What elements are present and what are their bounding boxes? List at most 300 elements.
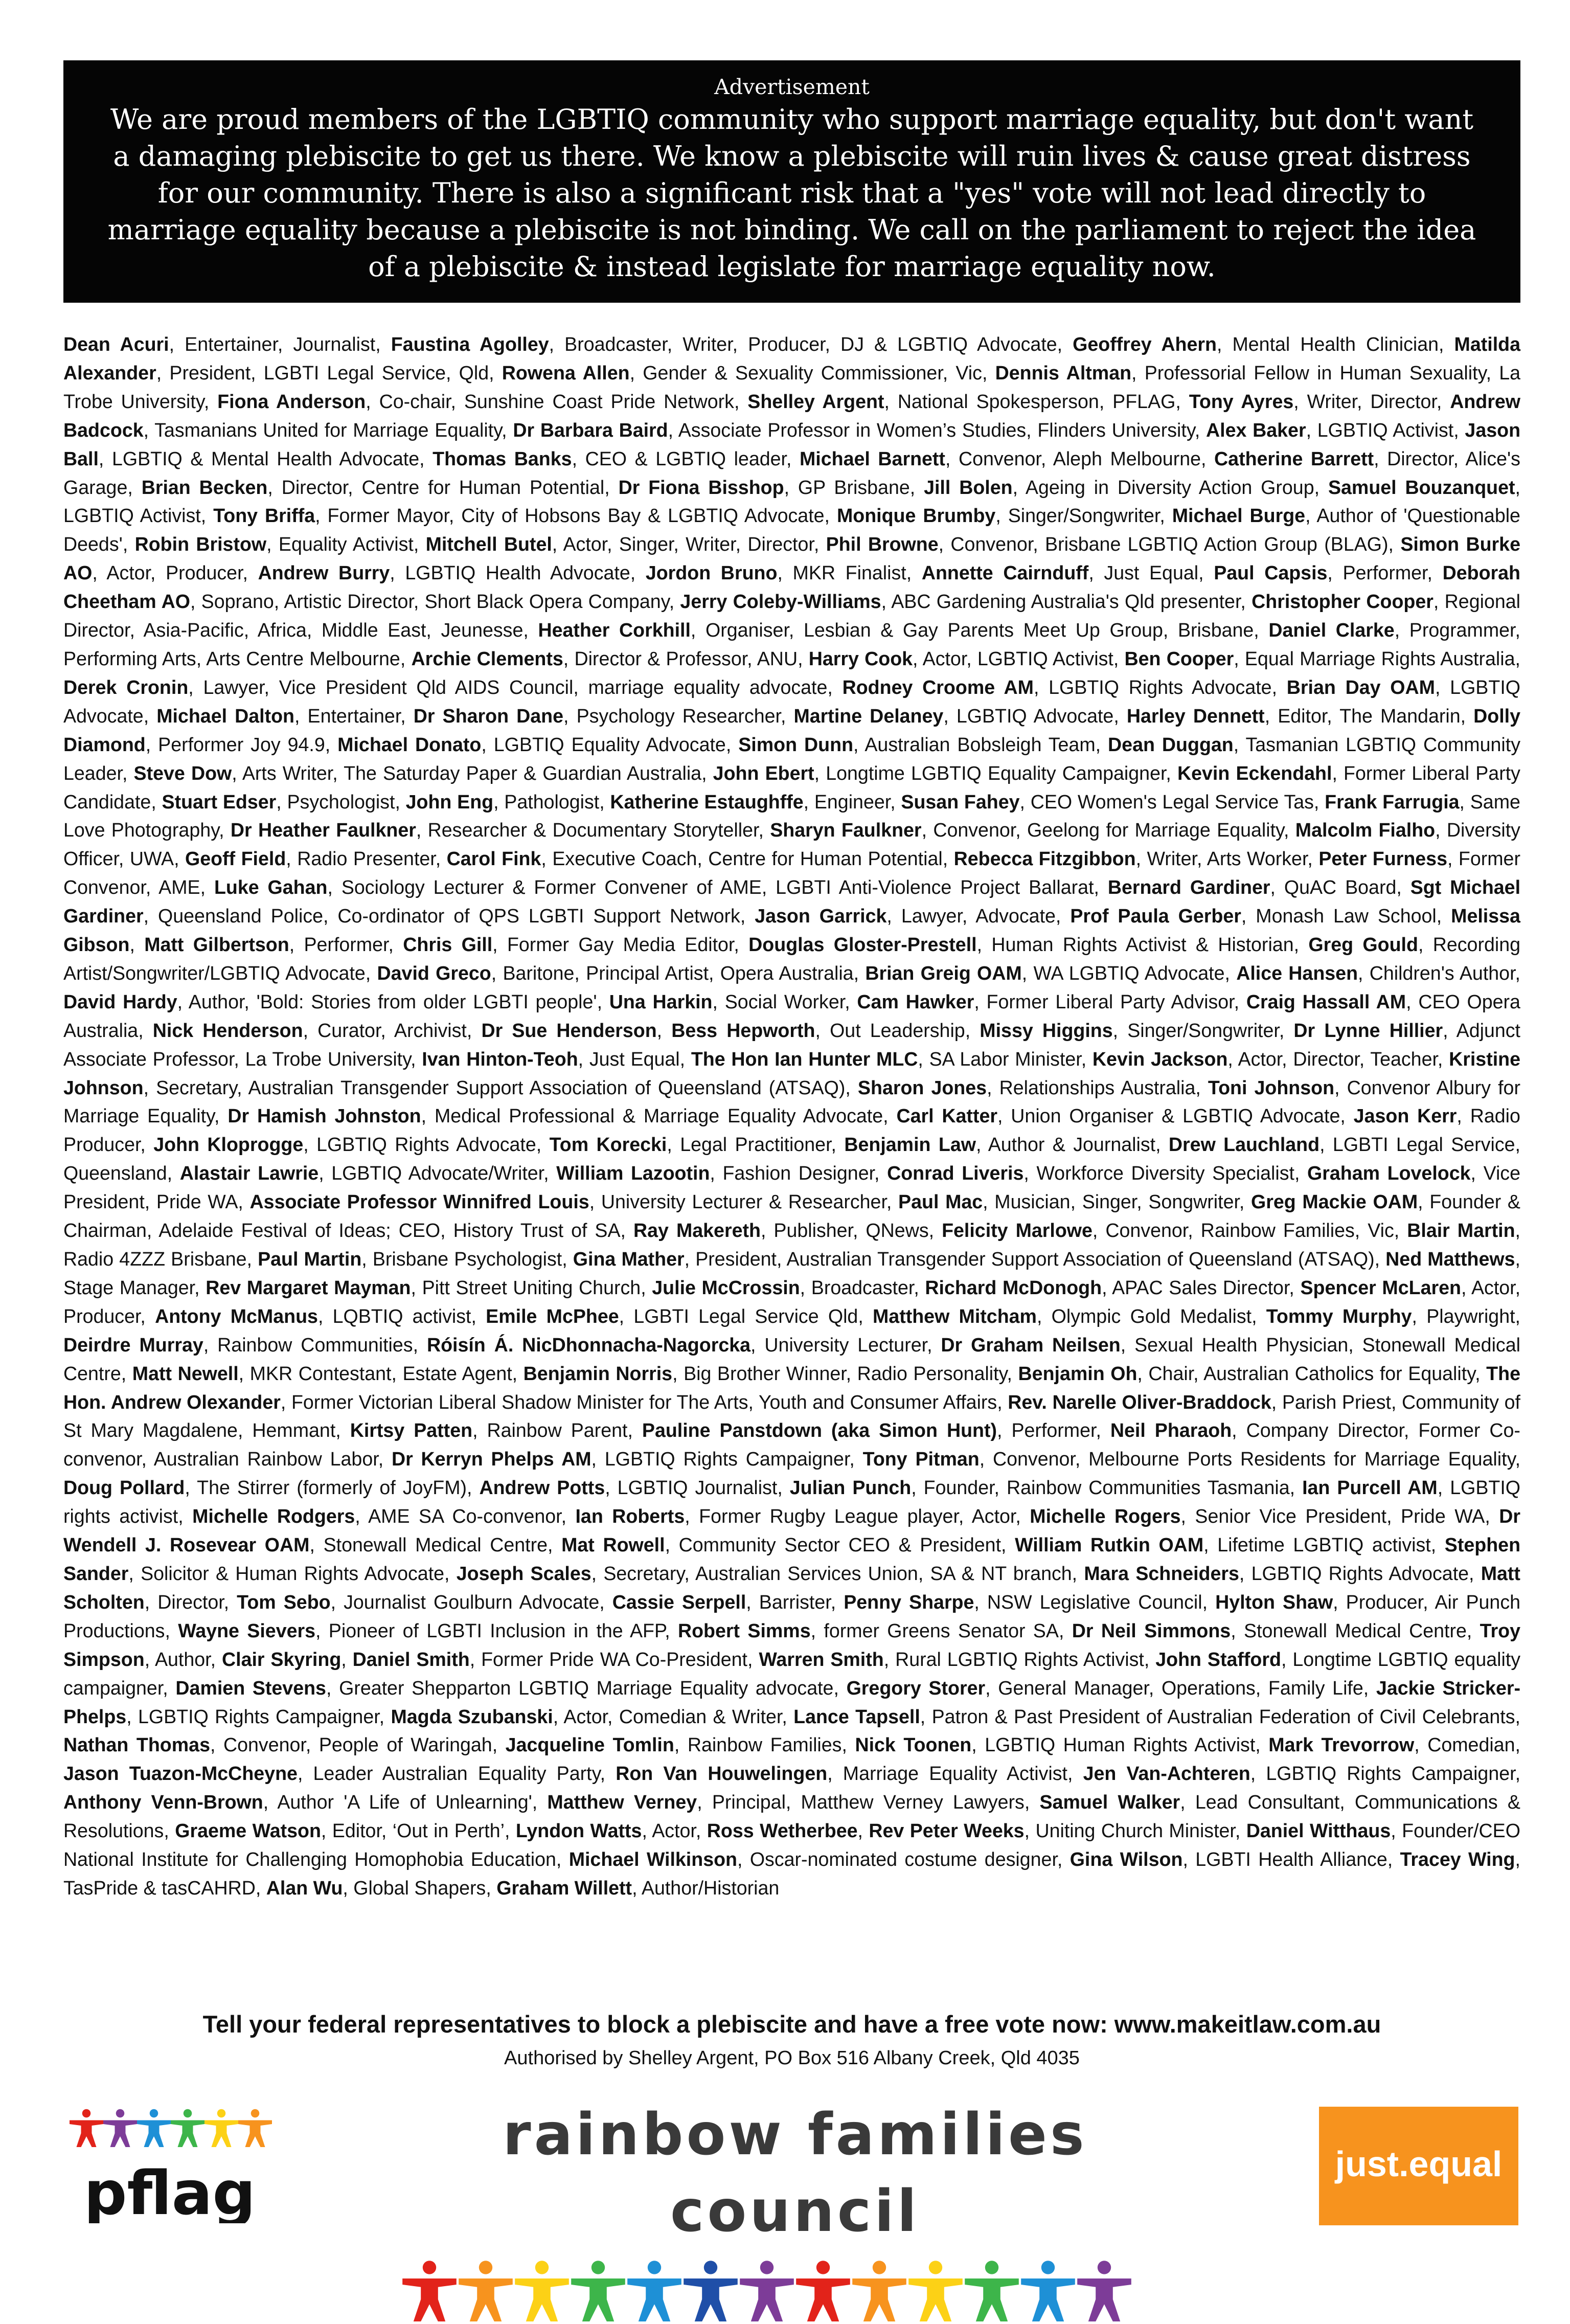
signatory-role: Tasmanian LGBTIQ Community Leader — [63, 733, 1520, 784]
signatory-role: President, LGBTI Legal Service, Qld — [169, 362, 489, 383]
signatory: Rowena Allen, Gender & Sexuality Commissioner, Vic, — [502, 362, 995, 383]
signatory-name: Kristine Johnson — [63, 1048, 1521, 1098]
signatory: Ned Matthews, Stage Manager, — [63, 1248, 1520, 1298]
signatory-role: Company Director, Former Co-convenor, Australian Rainbow Labor — [63, 1419, 1520, 1470]
signatory-role: Lawyer, Vice President Qld AIDS Council, marriage equality advocate — [203, 676, 828, 698]
signatory-role: Convenor, Rainbow Families, Vic — [1105, 1220, 1394, 1242]
signatory-name: Tony Pitman — [862, 1448, 980, 1470]
signatory: Christopher Cooper, Regional Director, Asia-Pacific, Africa, Middle East, Jeunesse, — [63, 591, 1520, 641]
signatory-name: William Lazootin — [556, 1162, 710, 1184]
signatory-role: LGBTIQ Journalist — [617, 1477, 778, 1499]
signatory-role: Author of 'Questionable Deeds' — [63, 505, 1520, 555]
signatory: Tom Korecki, Legal Practitioner, — [549, 1134, 845, 1156]
rainbow-families-council-logo — [389, 2096, 1201, 2250]
signatory: Alastair Lawrie, LGBTIQ Advocate/Writer, — [179, 1162, 557, 1184]
signatory-role: Curator, Archivist — [317, 1019, 467, 1041]
signatory: Ian Purcell AM, LGBTIQ rights activist, — [63, 1477, 1521, 1527]
signatory: Monique Brumby, Singer/Songwriter, — [836, 505, 1172, 527]
signatory-role: CEO Opera Australia — [63, 990, 1520, 1041]
signatory-name: Anthony Venn-Brown — [63, 1791, 263, 1813]
signatory: Matilda Alexander, President, LGBTI Legal Service, Qld, — [63, 333, 1520, 383]
figure-head — [251, 2109, 260, 2118]
signatory-role: Convenor, Geelong for Marriage Equality — [933, 819, 1284, 841]
figure-head — [985, 2261, 998, 2274]
signatory-name: Robert Simms — [677, 1619, 811, 1641]
signatory-name: Douglas Gloster-Prestell — [748, 934, 977, 956]
signatory-name: Heather Corkhill — [538, 619, 691, 641]
signatory-name: Matthew Mitcham — [873, 1305, 1037, 1327]
signatory: Graham Willett, Author/Historian — [496, 1877, 780, 1899]
signatory-name: Felicity Marlowe — [942, 1220, 1093, 1242]
signatory: Luke Gahan, Sociology Lecturer & Former Convener of AME, LGBTI Anti-Violence Project Ballarat, — [214, 876, 1108, 898]
figure-body — [103, 2120, 137, 2148]
figure-head — [1098, 2261, 1111, 2274]
signatory-name: Ross Wetherbee — [707, 1820, 858, 1842]
signatory-name: Tom Korecki — [549, 1134, 667, 1156]
signatory-name: Annette Cairnduff — [921, 562, 1089, 584]
signatory-name: Julian Punch — [789, 1477, 912, 1499]
figure-body — [684, 2278, 738, 2321]
signatory-name: Gregory Storer — [846, 1677, 986, 1699]
signatory-name: Chris Gill — [403, 934, 493, 956]
signatory-name: Benjamin Oh — [1018, 1362, 1137, 1384]
signatory-role: MKR Finalist — [792, 562, 906, 584]
signatory-role: Just Equal — [589, 1048, 680, 1070]
signatory-name: Greg Mackie OAM — [1251, 1191, 1418, 1213]
signatory: Penny Sharpe, NSW Legislative Council, — [844, 1591, 1216, 1613]
figure-body — [137, 2120, 171, 2148]
signatory-role: Editor, ‘Out in Perth’ — [332, 1820, 505, 1842]
signatory: Paul Martin, Brisbane Psychologist, — [258, 1248, 573, 1270]
signatory-name: Cassie Serpell — [612, 1591, 746, 1613]
signatory-role: Soprano, Artistic Director, Short Black Opera Company — [201, 591, 669, 613]
signatory: Geoff Field, Radio Presenter, — [185, 848, 447, 870]
signatory-name: Thomas Banks — [433, 447, 572, 469]
signatory-name: Craig Hassall AM — [1246, 990, 1406, 1012]
signatory: Gregory Storer, General Manager, Operations, Family Life, — [846, 1677, 1376, 1699]
signatory-name: Graeme Watson — [175, 1820, 321, 1842]
signatory-role: Australian Bobsleigh Team — [864, 733, 1096, 755]
signatory-name: Archie Clements — [411, 647, 563, 669]
signatory-role: Singer/Songwriter — [1008, 505, 1160, 527]
signatory-role: Performer Joy 94.9 — [158, 733, 325, 755]
signatory-role: LGBTIQ Health Advocate — [405, 562, 630, 584]
figure-head — [82, 2109, 91, 2118]
signatory-role: Recording Artist/Songwriter/LGBTIQ Advocate — [63, 934, 1521, 984]
signatory-name: Joseph Scales — [456, 1562, 591, 1584]
signatory-role: Former Gay Media Editor — [507, 934, 734, 956]
signatory: Simon Dunn, Australian Bobsleigh Team, — [738, 733, 1108, 755]
signatory: Benjamin Oh, Chair, Australian Catholics for Equality, — [1018, 1362, 1487, 1384]
signatory-role: Chair, Australian Catholics for Equality — [1148, 1362, 1475, 1384]
signatory: Stephen Sander, Solicitor & Human Rights Advocate, — [63, 1534, 1521, 1584]
figure-body — [204, 2120, 238, 2148]
signatory: Malcolm Fialho, Diversity Officer, UWA, — [63, 819, 1520, 870]
signatory: Kirtsy Patten, Rainbow Parent, — [350, 1419, 642, 1441]
signatory-role: Broadcaster, Writer, Producer, DJ & LGBTIQ Advocate — [564, 333, 1057, 355]
signatory-name: Tom Sebo — [237, 1591, 331, 1613]
signatory-role: QuAC Board — [1284, 876, 1397, 898]
signatory: Graeme Watson, Editor, ‘Out in Perth’, — [175, 1820, 516, 1842]
signatory-role: Writer, Arts Worker — [1147, 848, 1308, 870]
signatory-role: Actor — [652, 1820, 696, 1842]
signatory-role: Union Organiser & LGBTIQ Advocate — [1011, 1105, 1340, 1127]
signatory-role: Playwright — [1426, 1305, 1515, 1327]
signatory-name: Daniel Clarke — [1268, 619, 1395, 641]
signatory-role: LGBTIQ Advocate — [956, 705, 1114, 727]
signatory: Kevin Eckendahl, Former Liberal Party Candidate, — [63, 762, 1520, 813]
advertisement-banner — [63, 60, 1520, 303]
signatory-name: Hylton Shaw — [1215, 1591, 1333, 1613]
signatory-name: Michelle Rogers — [1030, 1505, 1181, 1527]
figure-head — [150, 2109, 158, 2118]
signatory-name: John Kloprogge — [153, 1134, 304, 1156]
signatory-role: Broadcaster — [811, 1276, 914, 1298]
signatory-name: Samuel Walker — [1039, 1791, 1180, 1813]
signatory: The Hon. Andrew Olexander, Former Victorian Liberal Shadow Minister for The Arts, Youth and Consumer Affairs, — [63, 1362, 1520, 1413]
signatory-name: Benjamin Norris — [523, 1362, 673, 1384]
figure-body — [515, 2278, 569, 2321]
signatory-role: Author — [154, 1648, 211, 1670]
signatory-role: LGBTIQ Rights Campaigner — [604, 1448, 850, 1470]
signatory: Tony Ayres, Writer, Director, — [1189, 390, 1450, 412]
signatory-name: Rev Margaret Mayman — [206, 1276, 411, 1298]
signatory-role: TasPride & tasCAHRD — [63, 1877, 256, 1899]
signatory-role: Longtime LGBTIQ Equality Campaigner — [826, 762, 1166, 784]
signatory: Kristine Johnson, Secretary, Australian Transgender Support Association of Queensland (ATSAQ), — [63, 1048, 1521, 1098]
signatory-role: Brisbane Psychologist — [372, 1248, 562, 1270]
signatory-name: Monique Brumby — [836, 505, 996, 527]
signatory-name: Graham Lovelock — [1307, 1162, 1471, 1184]
signatory: Matt Scholten, Director, — [63, 1562, 1520, 1613]
figure-head — [535, 2261, 549, 2274]
signatory-name: Sgt Michael Gardiner — [63, 876, 1521, 927]
signatory-name: Peter Furness — [1318, 848, 1447, 870]
signatory: Jason Garrick, Lawyer, Advocate, — [755, 905, 1071, 927]
signatory-role: Fashion Designer — [722, 1162, 875, 1184]
figure-body — [852, 2278, 906, 2321]
signatory-role: Rainbow Communities — [217, 1334, 413, 1356]
figure-body — [965, 2278, 1019, 2321]
signatory-role: LGBTI Legal Service Qld — [633, 1305, 858, 1327]
figure-body — [238, 2120, 272, 2148]
signatory: Brian Becken, Director, Centre for Human Potential, — [141, 476, 619, 498]
signatory-role: Engineer — [814, 791, 891, 813]
signatory: David Hardy, Author, 'Bold: Stories from older LGBTI people', — [63, 990, 609, 1012]
signatory: Jordon Bruno, MKR Finalist, — [645, 562, 922, 584]
signatory-name: Geoffrey Ahern — [1073, 333, 1217, 355]
signatory-name: Michael Barnett — [800, 447, 945, 469]
signatory-role: Former Rugby League player, Actor — [699, 1505, 1016, 1527]
signatory-role: Author/Historian — [641, 1877, 780, 1899]
signatory-role: Entertainer — [307, 705, 401, 727]
signatory-name: Malcolm Fialho — [1295, 819, 1436, 841]
signatory: Mark Trevorrow, Comedian, — [1268, 1734, 1520, 1756]
signatory-name: Luke Gahan — [214, 876, 328, 898]
signatory-name: Nick Henderson — [152, 1019, 303, 1041]
signatory-role: Social Worker — [724, 990, 845, 1012]
authorisation-line: Authorised by Shelley Argent, PO Box 516 Albany Creek, Qld 4035 — [504, 2047, 1080, 2069]
signatory-role: Senior Vice President, Pride WA — [1195, 1505, 1485, 1527]
signatory: Ray Makereth, Publisher, QNews, — [633, 1220, 942, 1242]
signatory-role: Queensland Police, Co-ordinator of QPS LGBTI Support Network — [158, 905, 740, 927]
signatory: Robert Simms, former Greens Senator SA, — [677, 1619, 1072, 1641]
signatory-name: Emile McPhee — [486, 1305, 619, 1327]
signatory-role: former Greens Senator SA — [824, 1619, 1059, 1641]
signatory: Greg Gould, Recording Artist/Songwriter/LGBTIQ Advocate, — [63, 934, 1521, 984]
signatory-name: Steve Dow — [133, 762, 232, 784]
signatory-name: Matthew Verney — [547, 1791, 697, 1813]
signatory-role: Researcher & Documentary Storyteller — [427, 819, 759, 841]
signatory: Ian Roberts, Former Rugby League player, Actor, — [575, 1505, 1030, 1527]
signatory: Alex Baker, LGBTIQ Activist, — [1206, 419, 1465, 441]
signatory-name: Toni Johnson — [1208, 1076, 1335, 1098]
signatory: Stuart Edser, Psychologist, — [162, 791, 406, 813]
signatory: Tony Pitman, Convenor, Melbourne Ports Residents for Marriage Equality, — [862, 1448, 1521, 1470]
signatory-role: LGBTIQ Activist — [63, 505, 201, 527]
signatory: Steve Dow, Arts Writer, The Saturday Paper & Guardian Australia, — [133, 762, 713, 784]
signatory: Rev Peter Weeks, Uniting Church Minister, — [869, 1820, 1246, 1842]
signatory-name: Alan Wu — [266, 1877, 343, 1899]
signatory-name: Carol Fink — [446, 848, 541, 870]
signatory-name: Dr Barbara Baird — [513, 419, 668, 441]
signatory: Geoffrey Ahern, Mental Health Clinician, — [1073, 333, 1454, 355]
signatory: Melissa Gibson, — [63, 905, 1520, 956]
figure-body — [70, 2120, 103, 2148]
signatory-role: Just Equal — [1104, 562, 1199, 584]
signatory-role: Rural LGBTIQ Rights Activist — [895, 1648, 1144, 1670]
signatory-role: LGBTIQ Advocate/Writer — [331, 1162, 544, 1184]
signatory-role: Radio 4ZZZ Brisbane — [63, 1248, 247, 1270]
signatory: Spencer McLaren, Actor, Producer, — [63, 1276, 1521, 1327]
signatory-role: Parish Priest, Community of St Mary Magdalene, Hemmant — [63, 1391, 1520, 1441]
signatory-name: Kevin Eckendahl — [1177, 762, 1332, 784]
signatory-role: Actor, LGBTIQ Activist — [922, 647, 1113, 669]
signatory: Cam Hawker, Former Liberal Party Advisor, — [857, 990, 1246, 1012]
signatory: Doug Pollard, The Stirrer (formerly of JoyFM), — [63, 1477, 480, 1499]
figure-head — [591, 2261, 605, 2274]
signatory-role: Monash Law School — [1256, 905, 1437, 927]
signatory-name: Alice Hansen — [1236, 962, 1358, 984]
signatory: Brian Greig OAM, WA LGBTIQ Advocate, — [865, 962, 1237, 984]
signatory-name: Spencer McLaren — [1300, 1276, 1461, 1298]
signatory: Julie McCrossin, Broadcaster, — [652, 1276, 925, 1298]
signatory-role: Producer, Air Punch Productions — [63, 1591, 1521, 1641]
signatory: William Rutkin OAM, Lifetime LGBTIQ activist, — [1015, 1534, 1445, 1556]
signatory: Daniel Witthaus, Founder/CEO National Institute for Challenging Homophobia Education, — [63, 1820, 1520, 1870]
signatory-role: LGBTIQ & Mental Health Advocate — [111, 447, 420, 469]
signatory-role: Adjunct Associate Professor, La Trobe University — [63, 1019, 1520, 1070]
signatory: Samuel Bouzanquet, LGBTIQ Activist, — [63, 476, 1520, 527]
signatory-name: Dolly Diamond — [63, 705, 1521, 755]
signatory-role: Vice President, Pride WA — [63, 1162, 1520, 1213]
signatory-name: Dr Graham Neilsen — [941, 1334, 1121, 1356]
signatory-name: Dr Fiona Bisshop — [618, 476, 784, 498]
signatory-name: Daniel Witthaus — [1246, 1820, 1391, 1842]
signatory-name: Damien Stevens — [175, 1677, 326, 1699]
signatory-name: Robin Bristow — [134, 533, 267, 555]
figure-body — [402, 2278, 457, 2321]
signatory-name: Andrew Badcock — [63, 390, 1520, 441]
signatory: Dr Graham Neilsen, Sexual Health Physician, Stonewall Medical Centre, — [63, 1334, 1520, 1384]
signatory: Rebecca Fitzgibbon, Writer, Arts Worker, — [953, 848, 1319, 870]
signatory: Conrad Liveris, Workforce Diversity Specialist, — [887, 1162, 1308, 1184]
signatory-name: Prof Paula Gerber — [1070, 905, 1241, 927]
signatory-name: Mark Trevorrow — [1268, 1734, 1415, 1756]
signatory-role: Author 'A Life of Unlearning' — [277, 1791, 532, 1813]
signatory-name: Paul Capsis — [1214, 562, 1328, 584]
signatory-role: Relationships Australia — [999, 1076, 1196, 1098]
signatory: Tommy Murphy, Playwright, — [1266, 1305, 1520, 1327]
signatory: Dennis Altman, Professorial Fellow in Human Sexuality, La Trobe University, — [63, 362, 1521, 412]
signatory: Shelley Argent, National Spokesperson, PFLAG, — [747, 390, 1189, 412]
figure-head — [873, 2261, 886, 2274]
signatory-name: Katherine Estaughffe — [610, 791, 804, 813]
signatory-name: Stuart Edser — [162, 791, 277, 813]
signatory-role: Performer — [1011, 1419, 1096, 1441]
signatory-role: Stonewall Medical Centre — [323, 1534, 548, 1556]
signatory: Lyndon Watts, Actor, — [515, 1820, 707, 1842]
signatory-role: LGBTIQ Rights Campaigner — [138, 1705, 379, 1727]
signatory-role: Global Shapers — [353, 1877, 486, 1899]
signatory: Martine Delaney, LGBTIQ Advocate, — [793, 705, 1127, 727]
signatory-role: LGBTI Health Alliance — [1195, 1848, 1387, 1870]
signatory-role: Co-chair, Sunshine Coast Pride Network — [379, 390, 734, 412]
signatory-name: Kirtsy Patten — [350, 1419, 473, 1441]
signatory-name: Ivan Hinton-Teoh — [422, 1048, 578, 1070]
signatory-role: LGBTIQ rights activist — [63, 1477, 1521, 1527]
signatory: John Eng, Pathologist, — [405, 791, 610, 813]
signatory-role: Marriage Equality Activist — [843, 1763, 1067, 1785]
signatory: Emile McPhee, LGBTI Legal Service Qld, — [486, 1305, 873, 1327]
signatory-name: Dean Duggan — [1108, 733, 1234, 755]
signatory-role: LGBTIQ Rights Campaigner — [1266, 1763, 1515, 1785]
figure-head — [217, 2109, 226, 2118]
pflag-figures-icon — [63, 2106, 278, 2223]
signatory-name: Pauline Panstdown (aka Simon Hunt) — [642, 1419, 997, 1441]
signatory-name: Ian Purcell AM — [1302, 1477, 1438, 1499]
signatory: Jason Kerr, Radio Producer, — [63, 1105, 1520, 1156]
signatory-name: Tommy Murphy — [1266, 1305, 1412, 1327]
signatory-name: Paul Mac — [898, 1191, 983, 1213]
figure-head — [423, 2261, 436, 2274]
signatory-name: Alastair Lawrie — [179, 1162, 319, 1184]
signatory-role: Publisher, QNews — [773, 1220, 929, 1242]
signatory-role: Director, Alice's Garage — [63, 447, 1520, 498]
signatory: Tracey Wing, TasPride & tasCAHRD, — [63, 1848, 1520, 1899]
signatory-name: Dr Sue Henderson — [481, 1019, 657, 1041]
signatory: William Lazootin, Fashion Designer, — [556, 1162, 888, 1184]
signatory-role: Same Love Photography — [63, 791, 1520, 841]
signatory: Dr Heather Faulkner, Researcher & Documentary Storyteller, — [230, 819, 770, 841]
figure-head — [184, 2109, 192, 2118]
signatory: Ross Wetherbee, — [707, 1820, 869, 1842]
signatory-name: William Rutkin OAM — [1015, 1534, 1204, 1556]
signatory: Alan Wu, Global Shapers, — [266, 1877, 497, 1899]
figure-body — [908, 2278, 963, 2321]
signatory-role: Actor, Director, Teacher — [1238, 1048, 1438, 1070]
signatory-name: Warren Smith — [759, 1648, 884, 1670]
signatory-role: Patron & Past President of Australian Federation of Civil Celebrants — [931, 1705, 1515, 1727]
signatory: Mara Schneiders, LGBTIQ Rights Advocate, — [1084, 1562, 1481, 1584]
signatory: Andrew Potts, LGBTIQ Journalist, — [479, 1477, 790, 1499]
signatory: Michael Donato, LGBTIQ Equality Advocate, — [337, 733, 739, 755]
signatory: Carol Fink, Executive Coach, Centre for Human Potential, — [446, 848, 954, 870]
signatory-name: Tony Briffa — [213, 505, 315, 527]
signatory-role: Arts Writer, The Saturday Paper & Guardian Australia — [242, 762, 702, 784]
signatory-name: Dr Heather Faulkner — [230, 819, 416, 841]
signatory-role: Regional Director, Asia-Pacific, Africa, Middle East, Jeunesse — [63, 591, 1520, 641]
signatory-name: Troy Simpson — [63, 1619, 1521, 1670]
pflag-logo — [63, 2106, 278, 2223]
signatory: Douglas Gloster-Prestell, Human Rights Activist & Historian, — [748, 934, 1309, 956]
signatory: Jerry Coleby-Williams, ABC Gardening Australia's Qld presenter, — [680, 591, 1252, 613]
figure-body — [171, 2120, 204, 2148]
signatory: Dr Lynne Hillier, Adjunct Associate Professor, La Trobe University, — [63, 1019, 1520, 1070]
signatory-role: National Spokesperson, PFLAG — [897, 390, 1176, 412]
signatory-role: Professorial Fellow in Human Sexuality, La Trobe University — [63, 362, 1521, 412]
signatory: Joseph Scales, Secretary, Australian Services Union, SA & NT branch, — [456, 1562, 1084, 1584]
signatory: Drew Lauchland, LGBTI Legal Service, Queensland, — [63, 1134, 1520, 1184]
signatory-name: Simon Burke AO — [63, 533, 1520, 584]
signatory-role: Journalist Goulburn Advocate — [344, 1591, 600, 1613]
signatory: Pauline Panstdown (aka Simon Hunt), Performer, — [642, 1419, 1110, 1441]
signatory-role: Author, 'Bold: Stories from older LGBTI people' — [188, 990, 597, 1012]
signatory-role: President, Australian Transgender Support Association of Queensland (ATSAQ) — [695, 1248, 1375, 1270]
signatory: Frank Farrugia, Same Love Photography, — [63, 791, 1520, 841]
signatory: Greg Mackie OAM, Founder & Chairman, Adelaide Festival of Ideas; CEO, History Trust of SA, — [63, 1191, 1520, 1242]
signatory-name: Lance Tapsell — [793, 1705, 920, 1727]
signatory-role: Secretary, Australian Transgender Support Association of Queensland (ATSAQ) — [156, 1076, 846, 1098]
signatory: Michelle Rodgers, AME SA Co-convenor, — [192, 1505, 576, 1527]
signatory-name: Deirdre Murray — [63, 1334, 203, 1356]
signatory-name: Greg Gould — [1308, 934, 1418, 956]
signatory-role: SA Labor Minister — [929, 1048, 1081, 1070]
signatory-name: Graham Willett — [496, 1877, 632, 1899]
signatory-role: Writer, Director — [1307, 390, 1437, 412]
signatory-role: Pathologist — [504, 791, 600, 813]
signatory: Michelle Rogers, Senior Vice President, Pride WA, — [1030, 1505, 1499, 1527]
figure-head — [116, 2109, 125, 2118]
just-equal-logo — [1319, 2107, 1518, 2225]
signatory-role: Pioneer of LGBTI Inclusion in the AFP — [328, 1619, 665, 1641]
signatory-name: Dr Hamish Johnston — [227, 1105, 421, 1127]
signatory-role: Sexual Health Physician, Stonewall Medical Centre — [63, 1334, 1520, 1384]
signatory-role: University Lecturer — [764, 1334, 927, 1356]
signatory-role: CEO Women's Legal Service Tas — [1030, 791, 1314, 813]
signatory-name: Jason Garrick — [755, 905, 887, 927]
signatory-name: Nick Toonen — [855, 1734, 972, 1756]
signatory-role: Uniting Church Minister — [1035, 1820, 1235, 1842]
signatory: Dr Barbara Baird, Associate Professor in Women’s Studies, Flinders University, — [513, 419, 1207, 441]
signatory-role: Psychology Researcher — [576, 705, 781, 727]
signatory: Samuel Walker, Lead Consultant, Communications & Resolutions, — [63, 1791, 1520, 1842]
signatory: Deborah Cheetham AO, Soprano, Artistic Director, Short Black Opera Company, — [63, 562, 1521, 613]
figure-body — [1021, 2278, 1075, 2321]
signatory: Mat Rowell, Community Sector CEO & President, — [561, 1534, 1015, 1556]
signatory-name: Matt Newell — [132, 1362, 239, 1384]
signatory: Craig Hassall AM, CEO Opera Australia, — [63, 990, 1520, 1041]
signatory-name: Neil Pharaoh — [1110, 1419, 1232, 1441]
signatory-role: Legal Practitioner — [680, 1134, 831, 1156]
signatory: Sharyn Faulkner, Convenor, Geelong for Marriage Equality, — [770, 819, 1295, 841]
signatory-name: Michael Donato — [337, 733, 482, 755]
signatory-name: Drew Lauchland — [1168, 1134, 1320, 1156]
signatory-role: Diversity Officer, UWA — [63, 819, 1520, 870]
signatory-name: Alex Baker — [1206, 419, 1306, 441]
signatory-name: Clair Skyring — [221, 1648, 342, 1670]
signatory: Julian Punch, Founder, Rainbow Communities Tasmania, — [789, 1477, 1303, 1499]
